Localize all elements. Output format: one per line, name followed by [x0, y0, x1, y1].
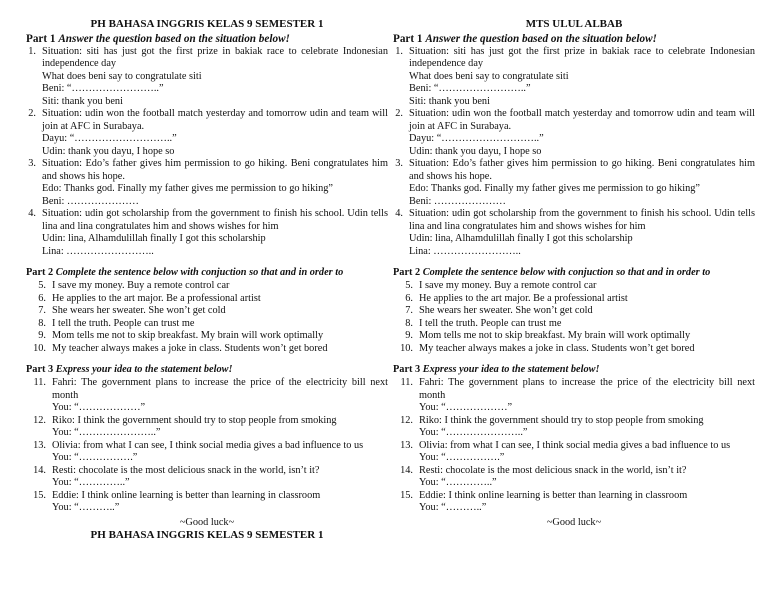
good-luck-footer: ~Good luck~: [546, 516, 602, 528]
statement-number: 13.: [33, 439, 46, 451]
sentence-text: She wears her sweater. She won’t get cold: [52, 305, 226, 316]
bottom-title: PH BAHASA INGGRIS KELAS 9 SEMESTER 1: [90, 529, 324, 541]
question-item: [393, 108, 755, 133]
sentence-text: My teacher always makes a joke in class. Students won’t get bored: [419, 342, 695, 354]
sentence-number: 9.: [405, 330, 413, 341]
statement-body: [52, 415, 388, 440]
statement-number: 14.: [33, 464, 46, 476]
part-1-list: [26, 46, 388, 259]
statement-number: 15.: [33, 489, 46, 501]
sentence-item: [26, 293, 388, 306]
part-3-list: [26, 377, 388, 515]
question-item: [26, 108, 388, 133]
statement-body: [419, 377, 755, 415]
statement-number: 12.: [33, 414, 46, 426]
sentence-text: I save my money. Buy a remote control car: [52, 280, 230, 291]
dialogue-line: Lina: ……………………..: [409, 245, 521, 257]
sentence-number: 9.: [38, 330, 46, 341]
question-body: [42, 208, 388, 233]
dialogue-line: Udin: lina, Alhamdulillah finally I got this scholarship: [409, 233, 633, 244]
sentence-item: [393, 280, 755, 293]
part-3-list: [393, 377, 755, 515]
question-item: [393, 158, 755, 183]
sentence-item: [26, 330, 388, 343]
answer-line: You: “…………..”: [52, 477, 130, 488]
statement-item: [26, 490, 388, 515]
statement-body: [52, 440, 388, 465]
sentence-item: [393, 343, 755, 356]
question-body: [42, 108, 388, 133]
sentence-number: 6.: [405, 292, 413, 304]
question-number: 4.: [28, 208, 36, 219]
statement-number: 13.: [400, 439, 413, 451]
dialogue-line: Dayu: “………………………..”: [409, 133, 544, 144]
part-1-heading: [393, 32, 755, 46]
sentence-number: 5.: [38, 280, 46, 291]
sentence-item: [393, 318, 755, 331]
answer-line: You: “…………..”: [419, 477, 497, 488]
question-number: 1.: [395, 45, 403, 57]
statement-item: [393, 377, 755, 415]
question-body: [42, 46, 388, 71]
sentence-text: I tell the truth. People can trust me: [52, 317, 195, 329]
question-body: [409, 108, 755, 133]
dialogue-line: Udin: thank you dayu, I hope so: [42, 145, 175, 157]
statement-text: Resti: chocolate is the most delicious snack in the world, isn’t it?: [52, 464, 320, 476]
sentence-item: [26, 305, 388, 318]
question-number: 3.: [395, 158, 403, 169]
statement-body: [52, 377, 388, 415]
statement-body: [419, 490, 755, 515]
question-number: 1.: [28, 45, 36, 57]
part-3-heading: [26, 363, 388, 377]
question-number: 2.: [395, 108, 403, 119]
question-situation: Situation: siti has just got the first prize in bakiak race to celebrate Indonesian independence day: [409, 45, 755, 69]
statement-item: [393, 440, 755, 465]
question-body: [42, 158, 388, 183]
sentence-text: Mom tells me not to skip breakfast. My brain will work optimally: [52, 330, 324, 341]
sentence-item: [26, 318, 388, 331]
statement-body: [419, 440, 755, 465]
answer-line: You: “…………….”: [419, 452, 505, 463]
part-3-label: Part 3: [393, 364, 421, 375]
dialogue-line: Siti: thank you beni: [409, 95, 490, 107]
sentence-number: 5.: [405, 280, 413, 291]
part-3-section: [393, 363, 755, 515]
statement-item: [26, 415, 388, 440]
sentence-text: She wears her sweater. She won’t get cold: [419, 305, 593, 316]
sentence-number: 8.: [405, 317, 413, 329]
answer-line: You: “…………………..”: [52, 427, 161, 438]
sentence-text: I save my money. Buy a remote control car: [419, 280, 597, 291]
part-3-heading: [393, 363, 755, 377]
answer-line: You: “………..”: [52, 502, 120, 513]
dialogue-line: Beni: …………………: [409, 195, 506, 207]
part-2-heading: [26, 266, 388, 280]
question-situation: Situation: Edo’s father gives him permission to go hiking. Beni congratulates him and shows his hope.: [42, 158, 388, 182]
sentence-item: [393, 293, 755, 306]
dialogue-line: Udin: lina, Alhamdulillah finally I got this scholarship: [42, 233, 266, 244]
question-body: [409, 46, 755, 71]
answer-line: You: “………………”: [419, 402, 513, 413]
question-item: [393, 208, 755, 233]
sentence-number: 10.: [400, 342, 413, 354]
part-2-instruction: Complete the sentence below with conjuction so that and in order to: [422, 267, 711, 278]
statement-body: [419, 415, 755, 440]
question-item: [26, 46, 388, 71]
part-3-label: Part 3: [26, 364, 54, 375]
statement-item: [26, 440, 388, 465]
statement-number: 12.: [400, 414, 413, 426]
answer-line: You: “………………”: [52, 402, 146, 413]
sentence-item: [393, 330, 755, 343]
dialogue-line: Lina: ……………………..: [42, 245, 154, 257]
question-number: 3.: [28, 158, 36, 169]
part-1-instruction: Answer the question based on the situation below!: [58, 32, 290, 45]
statement-body: [52, 490, 388, 515]
statement-text: Olivia: from what I can see, I think social media gives a bad influence to us: [419, 439, 731, 451]
question-situation: Situation: udin won the football match yesterday and tomorrow udin and team will join at AFC in Surabaya.: [42, 108, 388, 132]
question-situation: Situation: Edo’s father gives him permission to go hiking. Beni congratulates him and shows his hope.: [409, 158, 755, 182]
answer-line: You: “…………….”: [52, 452, 138, 463]
statement-text: Eddie: I think online learning is better than learning in classroom: [52, 489, 321, 501]
question-body: [409, 158, 755, 183]
sentence-number: 6.: [38, 292, 46, 304]
statement-text: Eddie: I think online learning is better than learning in classroom: [419, 489, 688, 501]
dialogue-line: Edo: Thanks god. Finally my father gives me permission to go hiking”: [409, 183, 700, 194]
statement-text: Fahri: The government plans to increase the price of the electricity bill next month: [419, 377, 755, 401]
sentence-number: 10.: [33, 342, 46, 354]
statement-text: Fahri: The government plans to increase the price of the electricity bill next month: [52, 377, 388, 401]
good-luck-footer: ~Good luck~: [179, 516, 235, 528]
sentence-number: 7.: [38, 305, 46, 316]
statement-item: [393, 415, 755, 440]
statement-text: Riko: I think the government should try to stop people from smoking: [52, 414, 337, 426]
question-number: 2.: [28, 108, 36, 119]
part-3-instruction: Express your idea to the statement below!: [422, 364, 600, 375]
sentence-item: [26, 280, 388, 293]
question-number: 4.: [395, 208, 403, 219]
part-1-instruction: Answer the question based on the situation below!: [425, 32, 657, 45]
answer-line: You: “………..”: [419, 502, 487, 513]
part-2-list: [393, 280, 755, 355]
statement-number: 11.: [400, 377, 413, 388]
statement-item: [393, 465, 755, 490]
question-item: [393, 46, 755, 71]
part-1-section: [26, 32, 388, 259]
statement-item: [26, 465, 388, 490]
part-1-list: [393, 46, 755, 259]
statement-body: [52, 465, 388, 490]
question-situation: Situation: siti has just got the first prize in bakiak race to celebrate Indonesian independence day: [42, 45, 388, 69]
sentence-text: He applies to the art major. Be a professional artist: [419, 292, 628, 304]
dialogue-line: What does beni say to congratulate siti: [409, 70, 569, 82]
statement-number: 14.: [400, 464, 413, 476]
question-item: [26, 208, 388, 233]
right-column: [393, 18, 755, 529]
answer-line: You: “…………………..”: [419, 427, 528, 438]
right-title: MTS ULUL ALBAB: [525, 18, 623, 30]
sentence-text: I tell the truth. People can trust me: [419, 317, 562, 329]
dialogue-line: Siti: thank you beni: [42, 95, 123, 107]
sentence-item: [26, 343, 388, 356]
question-body: [409, 208, 755, 233]
sentence-item: [393, 305, 755, 318]
statement-body: [419, 465, 755, 490]
part-1-section: [393, 32, 755, 259]
dialogue-line: Dayu: “………………………..”: [42, 133, 177, 144]
part-3-instruction: Express your idea to the statement below!: [55, 364, 233, 375]
question-situation: Situation: udin got scholarship from the government to finish his school. Udin tells lina and lina congratulates him and shows wishes for him: [409, 208, 755, 232]
part-2-heading: [393, 266, 755, 280]
question-item: [26, 158, 388, 183]
left-column: [26, 18, 388, 542]
part-2-section: [393, 266, 755, 355]
statement-number: 11.: [33, 377, 46, 388]
sentence-number: 8.: [38, 317, 46, 329]
statement-text: Olivia: from what I can see, I think social media gives a bad influence to us: [52, 439, 364, 451]
statement-text: Resti: chocolate is the most delicious snack in the world, isn’t it?: [419, 464, 687, 476]
part-3-section: [26, 363, 388, 515]
part-2-instruction: Complete the sentence below with conjuction so that and in order to: [55, 267, 344, 278]
left-title: PH BAHASA INGGRIS KELAS 9 SEMESTER 1: [90, 18, 324, 30]
part-2-label: Part 2: [393, 267, 421, 278]
dialogue-line: Beni: …………………: [42, 195, 139, 207]
dialogue-line: Udin: thank you dayu, I hope so: [409, 145, 542, 157]
part-1-label: Part 1: [26, 32, 56, 45]
dialogue-line: Beni: “……………………..”: [409, 83, 531, 94]
statement-number: 15.: [400, 489, 413, 501]
statement-item: [26, 377, 388, 415]
sentence-text: Mom tells me not to skip breakfast. My brain will work optimally: [419, 330, 691, 341]
sentence-text: He applies to the art major. Be a professional artist: [52, 292, 261, 304]
question-situation: Situation: udin got scholarship from the government to finish his school. Udin tells lina and lina congratulates him and shows wishes for him: [42, 208, 388, 232]
statement-item: [393, 490, 755, 515]
question-situation: Situation: udin won the football match yesterday and tomorrow udin and team will join at AFC in Surabaya.: [409, 108, 755, 132]
dialogue-line: Edo: Thanks god. Finally my father gives me permission to go hiking”: [42, 183, 333, 194]
part-1-label: Part 1: [393, 32, 423, 45]
sentence-number: 7.: [405, 305, 413, 316]
part-2-list: [26, 280, 388, 355]
statement-text: Riko: I think the government should try to stop people from smoking: [419, 414, 704, 426]
dialogue-line: Beni: “……………………..”: [42, 83, 164, 94]
part-1-heading: [26, 32, 388, 46]
part-2-section: [26, 266, 388, 355]
part-2-label: Part 2: [26, 267, 54, 278]
dialogue-line: What does beni say to congratulate siti: [42, 70, 202, 82]
sentence-text: My teacher always makes a joke in class. Students won’t get bored: [52, 342, 328, 354]
